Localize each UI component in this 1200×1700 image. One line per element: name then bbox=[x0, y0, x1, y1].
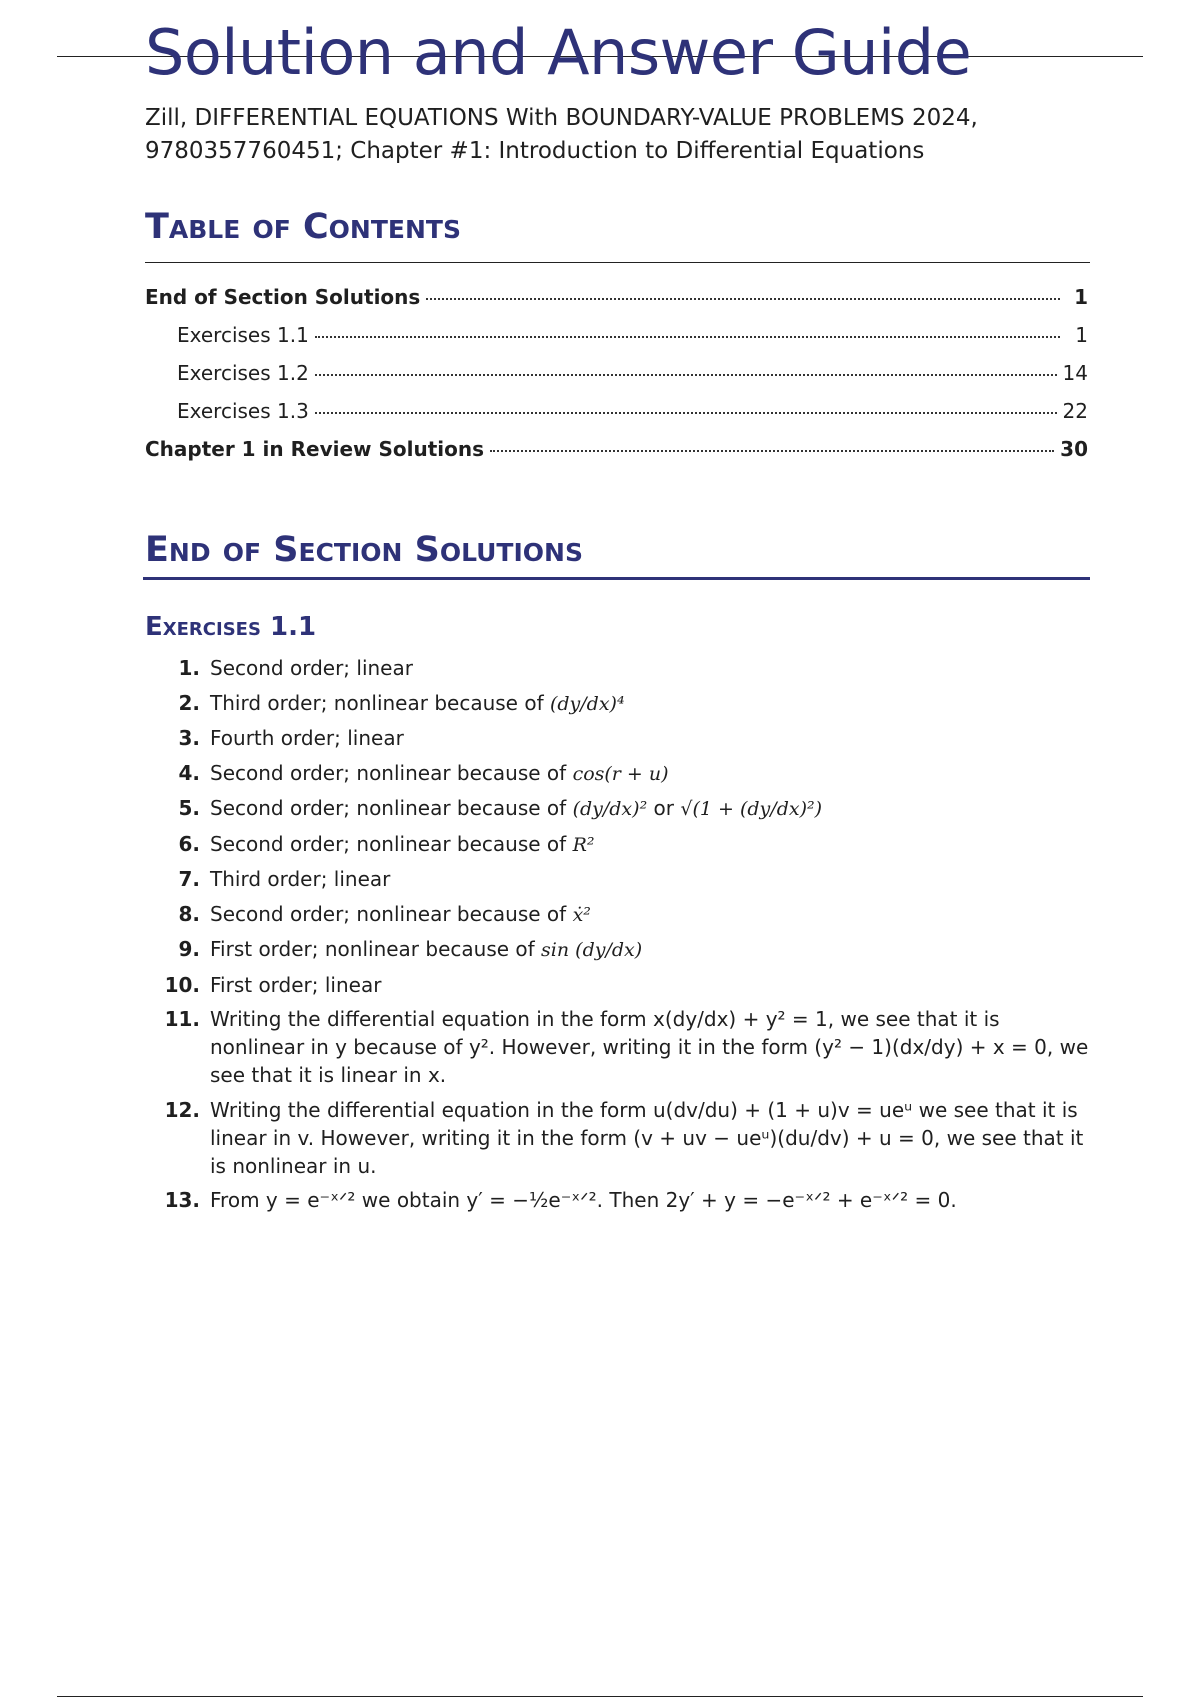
list-item bbox=[145, 759, 1090, 788]
list-item bbox=[145, 794, 1090, 823]
item-text: Second order; nonlinear because of (dy/dx)² or √(1 + (dy/dx)²) bbox=[210, 796, 823, 820]
item-text: Second order; linear bbox=[210, 656, 413, 680]
document-subtitle bbox=[145, 102, 1105, 168]
toc-entry-page: 1 bbox=[1075, 323, 1088, 347]
item-number: 6. bbox=[178, 831, 200, 856]
item-math-sqrt: √(1 + (dy/dx)²) bbox=[680, 798, 823, 820]
toc-entry[interactable] bbox=[145, 361, 1088, 399]
toc-entry-label: Exercises 1.2 bbox=[177, 361, 309, 385]
item-number: 10. bbox=[164, 972, 200, 997]
item-text: First order; linear bbox=[210, 972, 382, 997]
item-text: Fourth order; linear bbox=[210, 726, 404, 750]
toc-entry-label: Chapter 1 in Review Solutions bbox=[145, 437, 485, 461]
item-number: 9. bbox=[178, 937, 200, 961]
section-heading: End of Section Solutions bbox=[145, 530, 583, 570]
list-item bbox=[145, 689, 1090, 718]
item-text: Second order; nonlinear because of cos(r + u) bbox=[210, 760, 669, 785]
item-math: R² bbox=[572, 833, 595, 856]
item-text: Writing the differential equation in the form u(dv/du) + (1 + u)v = ueᵘ we see that it is linear in v. However, writing it in the form (v + uv − ueᵘ)(du/dv) + u = 0, we see that it is nonlinear in u. bbox=[210, 1097, 1084, 1178]
toc-leader bbox=[426, 298, 1060, 300]
list-item bbox=[145, 900, 1090, 929]
toc-entry-label: End of Section Solutions bbox=[145, 285, 421, 309]
toc-entry-page: 14 bbox=[1062, 361, 1088, 385]
list-item bbox=[145, 724, 1090, 752]
bottom-rule bbox=[57, 1696, 1143, 1697]
toc-entry-page: 1 bbox=[1074, 285, 1088, 309]
item-text: Second order; nonlinear because of ẋ² bbox=[210, 901, 591, 926]
item-math: (dy/dx)² bbox=[572, 798, 648, 820]
item-text: From y = e⁻ˣᐟ² we obtain y′ = −½e⁻ˣᐟ². Then 2y′ + y = −e⁻ˣᐟ² + e⁻ˣᐟ² = 0. bbox=[210, 1188, 957, 1212]
toc-entry[interactable] bbox=[145, 399, 1088, 437]
exercises-heading: Exercises 1.1 bbox=[145, 612, 317, 642]
list-item bbox=[145, 654, 1090, 682]
item-text: Writing the differential equation in the form x(dy/dx) + y² = 1, we see that it is nonlinear in y because of y². However, writing it in the form (y² − 1)(dx/dy) + x = 0, we see that it is linear in x. bbox=[210, 1007, 1089, 1087]
item-number: 1. bbox=[178, 656, 200, 680]
toc-leader bbox=[315, 412, 1057, 414]
list-item bbox=[145, 971, 1090, 999]
section-rule bbox=[143, 577, 1090, 580]
subtitle-line-2: 9780357760451; Chapter #1: Introduction to Differential Equations bbox=[145, 138, 925, 164]
toc-entry-label: Exercises 1.1 bbox=[177, 323, 309, 347]
subtitle-line-1: Zill, DIFFERENTIAL EQUATIONS With BOUNDARY-VALUE PROBLEMS 2024, bbox=[145, 105, 978, 131]
table-of-contents bbox=[145, 285, 1088, 475]
item-number: 12. bbox=[164, 1097, 200, 1122]
item-number: 4. bbox=[178, 760, 200, 785]
list-item bbox=[145, 1005, 1090, 1089]
item-text: Second order; nonlinear because of R² bbox=[210, 831, 595, 856]
toc-heading: Table of Contents bbox=[145, 207, 461, 247]
item-number: 3. bbox=[178, 726, 200, 750]
item-number: 7. bbox=[178, 867, 200, 891]
item-text: First order; nonlinear because of sin (dy/dx) bbox=[210, 937, 643, 961]
item-number: 5. bbox=[178, 796, 200, 820]
item-number: 11. bbox=[164, 1007, 200, 1031]
toc-entry[interactable] bbox=[145, 323, 1088, 361]
toc-entry-page: 30 bbox=[1060, 437, 1088, 461]
toc-rule bbox=[145, 262, 1090, 263]
item-math: (dy/dx)⁴ bbox=[549, 692, 625, 715]
list-item bbox=[145, 935, 1090, 964]
list-item bbox=[145, 1186, 1090, 1214]
list-item bbox=[145, 830, 1090, 859]
toc-leader bbox=[315, 336, 1060, 338]
toc-entry-page: 22 bbox=[1062, 399, 1088, 423]
document-title: Solution and Answer Guide bbox=[145, 16, 972, 89]
toc-entry[interactable] bbox=[145, 285, 1088, 323]
item-math: ẋ² bbox=[572, 903, 591, 926]
toc-leader bbox=[490, 450, 1054, 452]
item-text: Third order; nonlinear because of (dy/dx)⁴ bbox=[210, 690, 625, 715]
item-text: Third order; linear bbox=[210, 867, 391, 891]
item-math: cos(r + u) bbox=[572, 762, 669, 785]
toc-leader bbox=[315, 374, 1057, 376]
toc-entry-label: Exercises 1.3 bbox=[177, 399, 309, 423]
item-math: sin (dy/dx) bbox=[541, 939, 643, 961]
item-number: 13. bbox=[164, 1188, 200, 1212]
toc-entry[interactable] bbox=[145, 437, 1088, 475]
item-number: 8. bbox=[178, 901, 200, 926]
list-item bbox=[145, 1096, 1090, 1180]
item-number: 2. bbox=[178, 690, 200, 715]
exercise-list bbox=[145, 654, 1090, 1221]
list-item bbox=[145, 865, 1090, 893]
